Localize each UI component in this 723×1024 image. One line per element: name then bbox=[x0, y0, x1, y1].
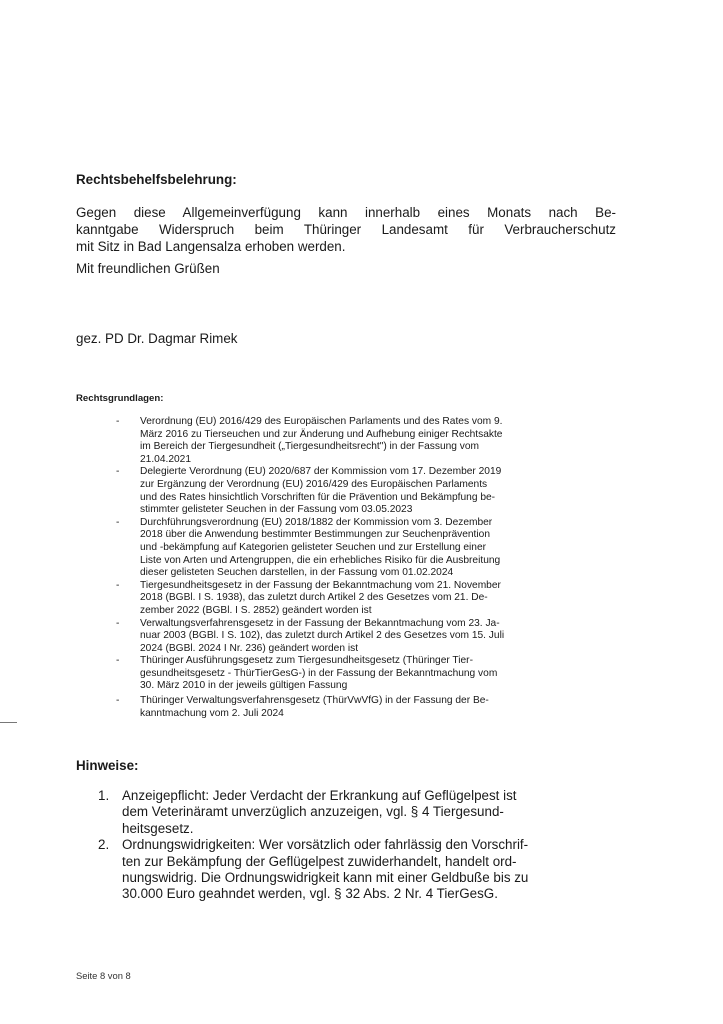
item-line: dieser gelisteten Seuchen darstellen, in der Fassung vom 01.02.2024 bbox=[140, 567, 454, 579]
item-line: zember 2022 (BGBl. I S. 2852) geändert worden ist bbox=[140, 604, 372, 616]
rechtsgrundlagen-heading: Rechtsgrundlagen: bbox=[76, 393, 164, 404]
item-line: März 2016 zu Tierseuchen und zur Änderung und Aufhebung einiger Rechtsakte bbox=[140, 428, 503, 440]
item-line: dem Veterinäramt unverzüglich anzuzeigen, vgl. § 4 Tiergesund- bbox=[122, 804, 504, 820]
item-line: Ordnungswidrigkeiten: Wer vorsätzlich oder fahrlässig den Vorschrif- bbox=[122, 837, 529, 853]
item-line: und des Rates hinsichtlich Vorschriften für die Prävention und Bekämpfung be- bbox=[140, 491, 496, 503]
item-line: Verwaltungsverfahrensgesetz in der Fassung der Bekanntmachung vom 23. Ja- bbox=[140, 617, 500, 629]
paragraph-line: Gegen diese Allgemeinverfügung kann innerhalb eines Monats nach Be- bbox=[76, 205, 616, 220]
item-line: Delegierte Verordnung (EU) 2020/687 der Kommission vom 17. Dezember 2019 bbox=[140, 466, 502, 478]
paragraph-line: mit Sitz in Bad Langensalza erhoben werden. bbox=[76, 239, 346, 254]
item-line: heitsgesetz. bbox=[122, 820, 194, 836]
item-line: 2018 (BGBl. I S. 1938), das zuletzt durch Artikel 2 des Gesetzes vom 21. De- bbox=[140, 592, 488, 604]
hinweis-item bbox=[98, 837, 538, 903]
legal-basis-item bbox=[116, 655, 586, 693]
item-number: 2. bbox=[98, 837, 110, 853]
item-line: Durchführungsverordnung (EU) 2018/1882 der Kommission vom 3. Dezember bbox=[140, 516, 493, 528]
legal-basis-item bbox=[116, 466, 586, 516]
legal-basis-item bbox=[116, 695, 586, 720]
legal-basis-item bbox=[116, 416, 586, 466]
paragraph-line: kanntgabe Widerspruch beim Thüringer Landesamt für Verbraucherschutz bbox=[76, 222, 616, 237]
legal-basis-item bbox=[116, 580, 586, 618]
item-line: Thüringer Ausführungsgesetz zum Tiergesundheitsgesetz (Thüringer Tier- bbox=[140, 655, 473, 667]
item-line: stimmter gelisteter Seuchen in der Fassung vom 03.05.2023 bbox=[140, 504, 413, 516]
item-line: ten zur Bekämpfung der Geflügelpest zuwiderhandelt, handelt ord- bbox=[122, 853, 517, 869]
dash-bullet: - bbox=[116, 516, 120, 528]
item-line: 2024 (BGBl. 2024 I Nr. 236) geändert worden ist bbox=[140, 642, 359, 654]
item-line: kanntmachung vom 2. Juli 2024 bbox=[140, 707, 284, 719]
item-line: Tiergesundheitsgesetz in der Fassung der Bekanntmachung vom 21. November bbox=[140, 579, 501, 591]
item-number: 1. bbox=[98, 788, 110, 803]
item-line: und -bekämpfung auf Kategorien gelisteter Seuchen und zur Erstellung einer bbox=[140, 541, 487, 553]
legal-basis-item bbox=[116, 517, 586, 580]
item-line: im Bereich der Tiergesundheit („Tiergesundheitsrecht") in der Fassung vom bbox=[140, 441, 480, 453]
signature: gez. PD Dr. Dagmar Rimek bbox=[76, 331, 238, 346]
item-line: zur Ergänzung der Verordnung (EU) 2016/429 des Europäischen Parlaments bbox=[140, 478, 488, 490]
dash-bullet: - bbox=[116, 466, 120, 478]
dash-bullet: - bbox=[116, 579, 120, 591]
item-line: nungswidrig. Die Ordnungswidrigkeit kann mit einer Geldbuße bis zu bbox=[122, 870, 529, 886]
dash-bullet: - bbox=[116, 617, 120, 629]
item-line: Thüringer Verwaltungsverfahrensgesetz (ThürVwVfG) in der Fassung der Be- bbox=[140, 695, 489, 707]
item-line: 21.04.2021 bbox=[140, 453, 191, 465]
page-number: Seite 8 von 8 bbox=[76, 970, 131, 981]
item-line: Verordnung (EU) 2016/429 des Europäischen Parlaments und des Rates vom 9. bbox=[140, 416, 503, 427]
hinweis-item bbox=[98, 788, 538, 837]
dash-bullet: - bbox=[116, 416, 120, 427]
item-line: 30. März 2010 in der jeweils gültigen Fassung bbox=[140, 680, 348, 692]
legal-basis-item bbox=[116, 618, 586, 656]
item-line: Anzeigepflicht: Jeder Verdacht der Erkrankung auf Geflügelpest ist bbox=[122, 788, 517, 803]
item-line: gesundheitsgesetz - ThürTierGesG-) in der Fassung der Bekanntmachung vom bbox=[140, 667, 498, 679]
dash-bullet: - bbox=[116, 655, 120, 667]
item-line: nuar 2003 (BGBl. I S. 102), das zuletzt durch Artikel 2 des Gesetzes vom 15. Juli bbox=[140, 630, 505, 642]
item-line: Liste von Arten und Artengruppen, die ein erhebliches Risiko für die Ausbreitung bbox=[140, 554, 501, 566]
closing-greeting: Mit freundlichen Grüßen bbox=[76, 261, 220, 276]
rechtsgrundlagen-list bbox=[116, 416, 586, 720]
hinweise-heading: Hinweise: bbox=[76, 758, 139, 773]
item-line: 2018 über die Anwendung bestimmter Bestimmungen zur Seuchenprävention bbox=[140, 529, 490, 541]
fold-mark-divider bbox=[0, 722, 17, 723]
hinweise-list bbox=[98, 788, 538, 903]
rechtsbehelfsbelehrung-heading: Rechtsbehelfsbelehrung: bbox=[76, 172, 237, 187]
item-line: 30.000 Euro geahndet werden, vgl. § 32 Abs. 2 Nr. 4 TierGesG. bbox=[122, 886, 498, 902]
dash-bullet: - bbox=[116, 695, 120, 707]
rechtsbehelf-paragraph bbox=[76, 204, 616, 255]
